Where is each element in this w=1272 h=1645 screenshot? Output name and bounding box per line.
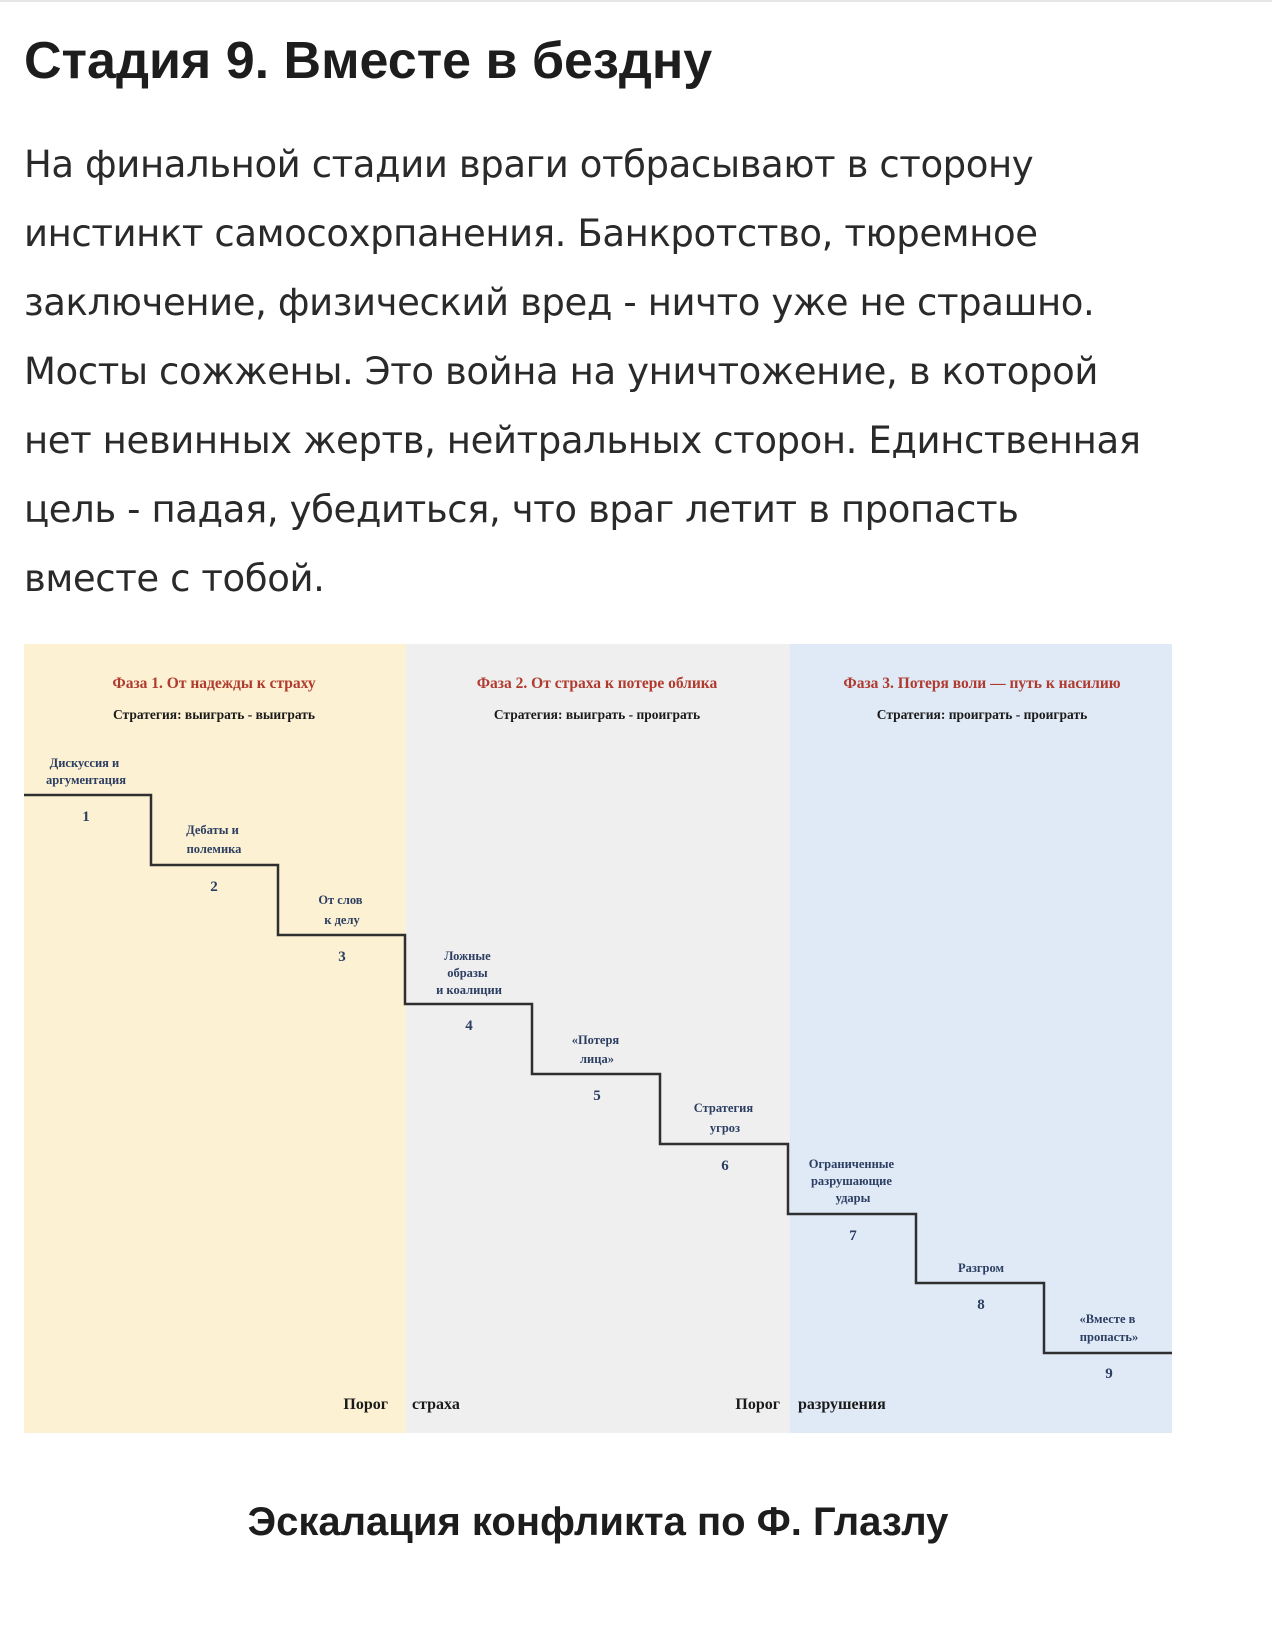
stage-2-number: 2 <box>210 879 218 895</box>
destruction-threshold-word2: разрушения <box>798 1396 886 1413</box>
paragraph-line: Мосты сожжены. Это война на уничтожение, в которой <box>24 350 1099 393</box>
phase-3-strategy: Стратегия: проиграть - проиграть <box>876 707 1088 722</box>
stage-label-line: Стратегия <box>693 1101 754 1115</box>
paragraph-line: инстинкт самосохрпанения. Банкротство, тюремное <box>24 212 1038 255</box>
stage-3-number: 3 <box>338 949 346 965</box>
stage-label-line: «Вместе в <box>1079 1312 1136 1326</box>
stage-label-line: лица» <box>580 1052 614 1066</box>
fear-threshold-word1: Порог <box>343 1396 388 1413</box>
stage-label-line: разрушающие <box>810 1174 892 1188</box>
stage-7-number: 7 <box>849 1228 857 1244</box>
top-divider <box>0 0 1272 2</box>
stage-label-line: образы <box>447 966 488 980</box>
stage-label-line: Ограниченные <box>808 1157 895 1171</box>
destruction-threshold <box>735 1396 886 1413</box>
stage-4-number: 4 <box>465 1018 473 1034</box>
stage-6-number: 6 <box>721 1158 729 1174</box>
stage-5-number: 5 <box>593 1088 601 1104</box>
stage-label-line: Разгром <box>957 1261 1005 1275</box>
escalation-diagram <box>24 644 1172 1433</box>
figure-caption: Эскалация конфликта по Ф. Глазлу <box>247 1500 949 1544</box>
stage-8-number: 8 <box>977 1297 985 1313</box>
stage-1-number: 1 <box>82 809 90 825</box>
stage-label-line: пропасть» <box>1079 1330 1139 1344</box>
paragraph-line: вместе с тобой. <box>24 557 325 600</box>
paragraph-line: нет невинных жертв, нейтральных сторон. Единственная <box>24 419 1141 462</box>
paragraph-line: На финальной стадии враги отбрасывают в сторону <box>24 143 1034 186</box>
phase-1-strategy: Стратегия: выиграть - выиграть <box>112 707 316 722</box>
stage-label-line: и коалиции <box>436 983 502 997</box>
escalation-diagram-canvas <box>24 644 1172 1433</box>
phase-2-title: Фаза 2. От страха к потере облика <box>476 675 718 692</box>
destruction-threshold-word1: Порог <box>735 1396 780 1413</box>
stage-label-line: Дебаты и <box>186 823 239 837</box>
stage-label-line: «Потеря <box>571 1033 620 1047</box>
stage-label-line: полемика <box>186 842 242 856</box>
stage-label-line: Дискуссия и <box>49 756 120 770</box>
stage-label-line: угроз <box>709 1121 741 1135</box>
stage-label-line: к делу <box>324 913 360 927</box>
paragraph-line: заключение, физический вред - ничто уже не страшно. <box>24 281 1095 324</box>
stage-label-line: удары <box>835 1191 871 1205</box>
phase-2-strategy: Стратегия: выиграть - проиграть <box>493 707 701 722</box>
phase-3-title: Фаза 3. Потеря воли — путь к насилию <box>843 675 1121 692</box>
phase-1-title: Фаза 1. От надежды к страху <box>112 675 316 692</box>
stage-label-line: аргументация <box>46 773 126 787</box>
stage-9-number: 9 <box>1105 1366 1113 1382</box>
stage-description <box>24 130 1224 613</box>
stage-8-label <box>958 1261 1005 1275</box>
fear-threshold-word2: страха <box>412 1396 460 1413</box>
stage-label-line: От слов <box>318 893 363 907</box>
page-title: Стадия 9. Вместе в бездну <box>24 32 713 90</box>
paragraph-line: цель - падая, убедиться, что враг летит в пропасть <box>24 488 1019 531</box>
stage-label-line: Ложные <box>444 949 491 963</box>
